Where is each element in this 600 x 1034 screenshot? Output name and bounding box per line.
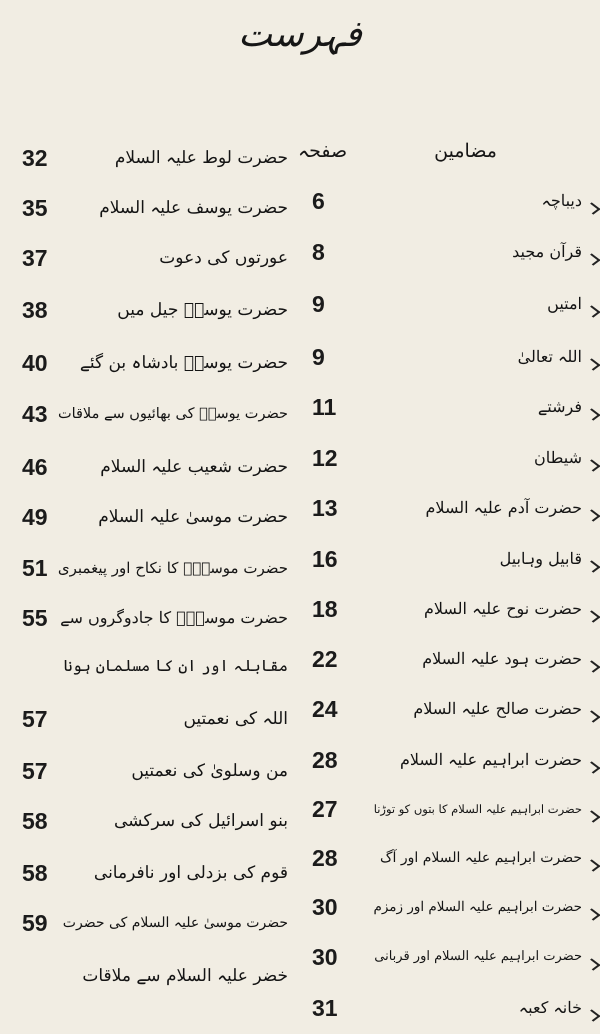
toc-entry-left[interactable] [0,600,300,644]
entry-page-number: 31 [312,995,338,1021]
subjects-column-header: مضامین [434,140,497,162]
tick-mark-icon [584,810,600,822]
entry-title: اللہ تعالیٰ [517,347,582,366]
entry-title: خضر علیہ السلام سے ملاقات [82,966,288,986]
entry-page-number: 28 [312,845,338,871]
entry-page-number: 11 [312,394,337,420]
tick-mark-icon [584,908,600,920]
entry-title: حضرت آدم علیہ السلام [425,498,582,517]
entry-page-number: 8 [312,239,325,265]
entry-title: عورتوں کی دعوت [159,248,288,268]
tick-mark-icon [584,253,600,265]
toc-entry-right[interactable] [300,541,600,585]
toc-entry-right[interactable] [300,183,600,227]
entry-page-number: 55 [22,605,48,631]
entry-title: حضرت ہود علیہ السلام [422,649,582,668]
toc-entry-right[interactable] [300,389,600,433]
entry-page-number: 46 [22,454,48,480]
toc-entry-right[interactable] [300,286,600,330]
entry-page-number: 58 [22,808,48,834]
page-title: فہرست [238,14,362,55]
entry-page-number: 51 [22,555,48,581]
entry-page-number: 59 [22,910,48,936]
entry-page-number: 22 [312,646,338,672]
entry-title: حضرت ابراہیم علیہ السلام اور قربانی [374,949,582,964]
entry-page-number: 32 [22,145,48,171]
entry-page-number: 37 [22,245,48,271]
toc-entry-left[interactable] [0,449,300,493]
toc-entry-left[interactable] [0,140,300,184]
entry-page-number: 18 [312,596,338,622]
entry-page-number: 49 [22,504,48,530]
entry-title: حضرت یوسف علیہ السلام [99,198,288,218]
entry-page-number: 38 [22,297,48,323]
entry-page-number: 43 [22,401,48,427]
entry-title: حضرت موسیٰؑ کا نکاح اور پیغمبری [57,559,288,577]
tick-mark-icon [584,358,600,370]
entry-title: حضرت ابراہیم علیہ السلام [399,750,582,769]
tick-mark-icon [584,202,600,214]
toc-entry-left[interactable] [0,958,300,1002]
tick-mark-icon [584,305,600,317]
entry-page-number: 57 [22,706,48,732]
entry-title: امتیں [547,294,582,313]
tick-mark-icon [584,710,600,722]
toc-entry-left[interactable] [0,292,300,336]
toc-entry-left[interactable] [0,803,300,847]
entry-page-number: 58 [22,860,48,886]
entry-title: حضرت نوح علیہ السلام [423,599,582,618]
entry-page-number: 9 [312,291,325,317]
entry-title: من وسلویٰ کی نعمتیں [131,761,288,781]
toc-entry-left[interactable] [0,345,300,389]
entry-title: حضرت موسیٰؑ کا جادوگروں سے [60,608,288,627]
entry-title: خانہ کعبہ [518,998,582,1017]
toc-entry-right[interactable] [300,840,600,884]
entry-title: حضرت ابراہیم علیہ السلام اور آگ [379,850,582,866]
tick-mark-icon [584,610,600,622]
entry-title: قرآن مجید [512,242,582,261]
entry-title: مقابلہ اور ان کا مسلمان ہونا [63,657,288,675]
toc-entry-left[interactable] [0,905,300,949]
entry-title: قابیل وہابیل [499,549,582,568]
toc-entry-left[interactable] [0,648,300,692]
toc-entry-right[interactable] [300,234,600,278]
toc-entry-left[interactable] [0,550,300,594]
tick-mark-icon [584,560,600,572]
toc-entry-right[interactable] [300,691,600,735]
entry-title: حضرت یوسفؑ کی بھائیوں سے ملاقات [57,406,288,422]
toc-entry-right[interactable] [300,339,600,383]
toc-entry-right[interactable] [300,990,600,1034]
entry-title: حضرت صالح علیہ السلام [413,699,582,718]
entry-page-number: 13 [312,495,338,521]
toc-entry-left[interactable] [0,190,300,234]
entry-page-number: 27 [312,796,338,822]
toc-entry-left[interactable] [0,396,300,440]
toc-entry-left[interactable] [0,499,300,543]
entry-title: فرشتے [537,397,582,416]
entry-title: دیباچہ [541,191,582,210]
entry-title: حضرت لوط علیہ السلام [114,148,288,168]
entry-title: حضرت شعیب علیہ السلام [100,457,288,477]
entry-page-number: 6 [312,188,325,214]
entry-page-number: 28 [312,747,338,773]
toc-entry-right[interactable] [300,742,600,786]
entry-page-number: 35 [22,195,48,221]
entry-title: حضرت موسیٰ علیہ السلام [98,507,288,527]
tick-mark-icon [584,1009,600,1021]
tick-mark-icon [584,509,600,521]
entry-title: قوم کی بزدلی اور نافرمانی [93,863,288,883]
entry-title: حضرت موسیٰ علیہ السلام کی حضرت [62,915,288,931]
entry-title: اللہ کی نعمتیں [183,709,288,729]
toc-entry-right[interactable] [300,791,600,835]
toc-entry-right[interactable] [300,939,600,983]
entry-title: حضرت ابراہیم علیہ السلام کا بتوں کو توڑنا [373,802,582,816]
toc-entry-right[interactable] [300,641,600,685]
toc-entry-right[interactable] [300,490,600,534]
toc-entry-left[interactable] [0,240,300,284]
entry-title: حضرت یوسفؑ جیل میں [117,300,288,320]
entry-page-number: 57 [22,758,48,784]
entry-title: شیطان [534,448,582,467]
tick-mark-icon [584,859,600,871]
entry-page-number: 24 [312,696,338,722]
entry-page-number: 30 [312,894,338,920]
entry-title: حضرت یوسفؑ بادشاہ بن گئے [79,353,288,373]
entry-title: بنو اسرائیل کی سرکشی [114,811,288,831]
tick-mark-icon [584,958,600,970]
entry-page-number: 16 [312,546,338,572]
entry-page-number: 12 [312,445,338,471]
entry-title: حضرت ابراہیم علیہ السلام اور زمزم [373,899,582,915]
tick-mark-icon [584,660,600,672]
toc-entry-left[interactable] [0,701,300,745]
toc-entry-right[interactable] [300,591,600,635]
tick-mark-icon [584,761,600,773]
entry-page-number: 30 [312,944,338,970]
toc-entry-right[interactable] [300,889,600,933]
page-column-header: صفحہ [298,140,348,162]
toc-entry-right[interactable] [300,440,600,484]
entry-page-number: 9 [312,344,325,370]
toc-entry-left[interactable] [0,855,300,899]
entry-page-number: 40 [22,350,48,376]
tick-mark-icon [584,459,600,471]
toc-entry-left[interactable] [0,753,300,797]
tick-mark-icon [584,408,600,420]
